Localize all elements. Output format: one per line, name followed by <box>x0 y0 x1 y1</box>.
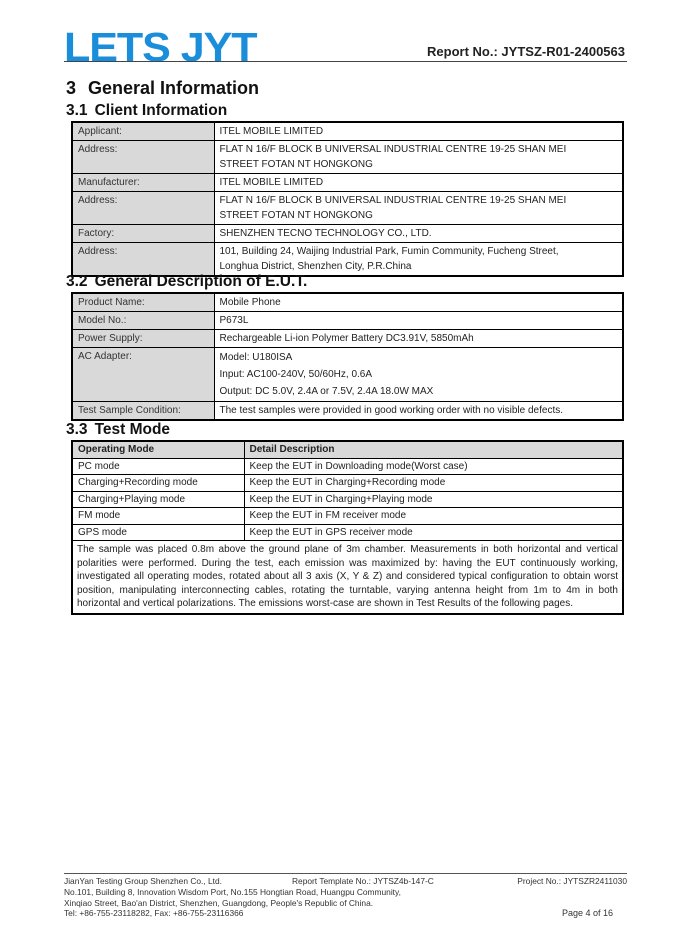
row-value: Model: U180ISA Input: AC100-240V, 50/60Hz, 0.6A Output: DC 5.0V, 2.4A or 7.5V, 2.4A 18.0W MAX <box>214 348 623 402</box>
footer-address-line1: No.101, Building 8, Innovation Wisdom Port, No.155 Hongtian Road, Huangpu Community, <box>64 886 401 897</box>
table-row <box>72 348 623 402</box>
table-row <box>72 122 623 141</box>
page-footer <box>64 876 627 919</box>
footer-contact: Tel: +86-755-23118282, Fax: +86-755-23116366 <box>64 908 244 919</box>
column-header-detail-description: Detail Description <box>244 441 623 458</box>
eut-description-table <box>71 292 624 421</box>
row-label: Address: <box>72 141 214 174</box>
description-cell: Keep the EUT in FM receiver mode <box>244 508 623 525</box>
table-row <box>72 174 623 192</box>
table-row <box>72 475 623 492</box>
row-label: Address: <box>72 192 214 225</box>
table-row <box>72 141 623 174</box>
test-mode-note: The sample was placed 0.8m above the ground plane of 3m chamber. Measurements in both horizontal and vertical polarities were performed. During the test, each emission was maximized by: having the EUT continuously working, investigated all operating modes, rotated about all 3 axis (X, Y & Z) and considered typical configuration to obtain worst position, manipulating interconnecting cables, rotating the turntable, varying antenna height from 1m to 4m in both horizontal and vertical polarizations. The emissions worst-case are shown in Test Results of the following pages. <box>72 541 623 614</box>
table-row <box>72 458 623 475</box>
row-value: Mobile Phone <box>214 293 623 312</box>
row-label: Model No.: <box>72 312 214 330</box>
table-row <box>72 312 623 330</box>
section-heading <box>66 78 259 99</box>
table-row <box>72 402 623 421</box>
row-value: FLAT N 16/F BLOCK B UNIVERSAL INDUSTRIAL CENTRE 19-25 SHAN MEI STREET FOTAN NT HONGKONG <box>214 141 623 174</box>
header-divider <box>64 61 627 62</box>
row-label: Test Sample Condition: <box>72 402 214 421</box>
eut-description-heading <box>66 273 307 291</box>
table-row <box>72 330 623 348</box>
row-value: FLAT N 16/F BLOCK B UNIVERSAL INDUSTRIAL CENTRE 19-25 SHAN MEI STREET FOTAN NT HONGKONG <box>214 192 623 225</box>
mode-cell: FM mode <box>72 508 244 525</box>
test-mode-title: Test Mode <box>94 421 171 438</box>
table-row <box>72 508 623 525</box>
footer-project-no: Project No.: JYTSZR2411030 <box>517 876 627 886</box>
table-row <box>72 541 623 614</box>
client-info-number: 3.1 <box>66 102 88 119</box>
description-cell: Keep the EUT in GPS receiver mode <box>244 524 623 541</box>
section-number: 3 <box>66 78 77 98</box>
row-label: Manufacturer: <box>72 174 214 192</box>
client-info-title: Client Information <box>94 102 228 119</box>
row-label: Factory: <box>72 225 214 243</box>
eut-description-title: General Description of E.U.T. <box>94 273 308 290</box>
row-value: P673L <box>214 312 623 330</box>
row-label: Product Name: <box>72 293 214 312</box>
client-info-heading <box>66 102 227 120</box>
row-value: ITEL MOBILE LIMITED <box>214 122 623 141</box>
table-row <box>72 225 623 243</box>
mode-cell: Charging+Recording mode <box>72 475 244 492</box>
row-label: Power Supply: <box>72 330 214 348</box>
table-row <box>72 491 623 508</box>
description-cell: Keep the EUT in Downloading mode(Worst case) <box>244 458 623 475</box>
table-row <box>72 192 623 225</box>
footer-company: JianYan Testing Group Shenzhen Co., Ltd. <box>64 876 222 886</box>
row-value: The test samples were provided in good working order with no visible defects. <box>214 402 623 421</box>
footer-address-line2: Xinqiao Street, Bao'an District, Shenzhen, Guangdong, People's Republic of China. <box>64 897 374 908</box>
row-value: SHENZHEN TECNO TECHNOLOGY CO., LTD. <box>214 225 623 243</box>
table-row <box>72 293 623 312</box>
row-label: Applicant: <box>72 122 214 141</box>
mode-cell: Charging+Playing mode <box>72 491 244 508</box>
company-logo: LETS JYT <box>64 24 257 70</box>
eut-description-number: 3.2 <box>66 273 88 290</box>
row-value: Rechargeable Li-ion Polymer Battery DC3.91V, 5850mAh <box>214 330 623 348</box>
section-title: General Information <box>88 78 260 98</box>
mode-cell: GPS mode <box>72 524 244 541</box>
mode-cell: PC mode <box>72 458 244 475</box>
row-label: AC Adapter: <box>72 348 214 402</box>
test-mode-heading <box>66 421 170 439</box>
column-header-operating-mode: Operating Mode <box>72 441 244 458</box>
test-mode-number: 3.3 <box>66 421 88 438</box>
table-header-row <box>72 441 623 458</box>
row-value: 101, Building 24, Waijing Industrial Park, Fumin Community, Fucheng Street, Longhua District, Shenzhen City, P.R.China <box>214 243 623 277</box>
table-row <box>72 243 623 277</box>
footer-divider <box>64 873 627 874</box>
description-cell: Keep the EUT in Charging+Playing mode <box>244 491 623 508</box>
description-cell: Keep the EUT in Charging+Recording mode <box>244 475 623 492</box>
page-number: Page 4 of 16 <box>561 908 613 919</box>
row-label: Address: <box>72 243 214 277</box>
test-mode-table <box>71 440 624 615</box>
report-number: Report No.: JYTSZ-R01-2400563 <box>427 44 625 59</box>
footer-template-no: Report Template No.: JYTSZ4b-147-C <box>292 876 434 886</box>
row-value: ITEL MOBILE LIMITED <box>214 174 623 192</box>
table-row <box>72 524 623 541</box>
client-info-table <box>71 121 624 277</box>
